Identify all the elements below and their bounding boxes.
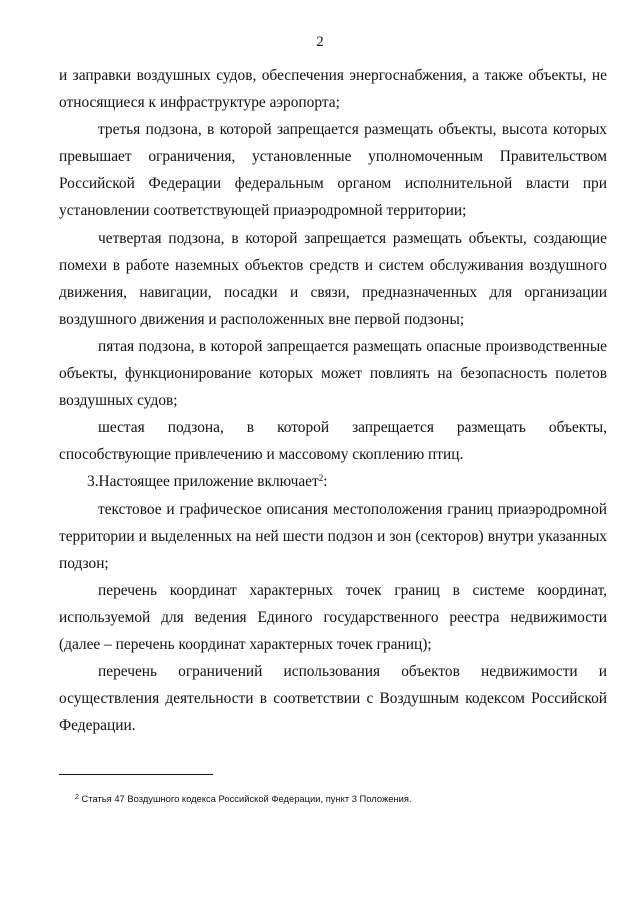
paragraph-fifth-subzone: пятая подзона, в которой запрещается размещать опасные производственные объекты, функционирование которых может повлиять на безопасность полетов воздушных судов; (59, 337, 607, 410)
section-3-text: 3.Настоящее приложение включает (87, 473, 319, 491)
footnote-separator (59, 774, 213, 775)
footnote-reference: 2 (318, 473, 324, 484)
footnote (75, 793, 595, 805)
footnote-text: Статья 47 Воздушного кодекса Российской Федерации, пункт 3 Положения. (78, 793, 412, 804)
list-item-coordinates: перечень координат характерных точек границ в системе координат, используемой для ведения Единого государственного реестра недвижимости (далее – перечень координат характерных точек границ); (59, 581, 607, 653)
section-3-heading (59, 468, 607, 495)
document-body (59, 62, 607, 739)
paragraph-fourth-subzone: четвертая подзона, в которой запрещается размещать объекты, создающие помехи в работе наземных объектов средств и систем обслуживания воздушного движения, навигации, посадки и связи, предназначенных для организации воздушного движения и расположенных вне первой подзоны; (59, 229, 607, 328)
list-item-description: текстовое и графическое описания местоположения границ приаэродромной территории и выделенных на ней шести подзон и зон (секторов) внутри указанных подзон; (59, 500, 607, 572)
page-number: 2 (316, 34, 324, 50)
footnote-mark: 2 (75, 794, 79, 801)
list-item-restrictions: перечень ограничений использования объектов недвижимости и осуществления деятельности в соответствии с Воздушным кодексом Российской Федерации. (59, 663, 607, 735)
paragraph-third-subzone: третья подзона, в которой запрещается размещать объекты, высота которых превышает ограничения, установленные уполномоченным Правительством Российской Федерации федеральным органом исполнительной власти при установлении соответствующей приаэродромной территории; (59, 121, 607, 220)
paragraph-sixth-subzone: шестая подзона, в которой запрещается размещать объекты, способствующие привлечению и массовому скоплению птиц. (59, 419, 607, 464)
paragraph-continuation: и заправки воздушных судов, обеспечения энергоснабжения, а также объекты, не относящиеся к инфраструктуре аэропорта; (59, 67, 607, 112)
section-3-colon: : (323, 473, 328, 491)
